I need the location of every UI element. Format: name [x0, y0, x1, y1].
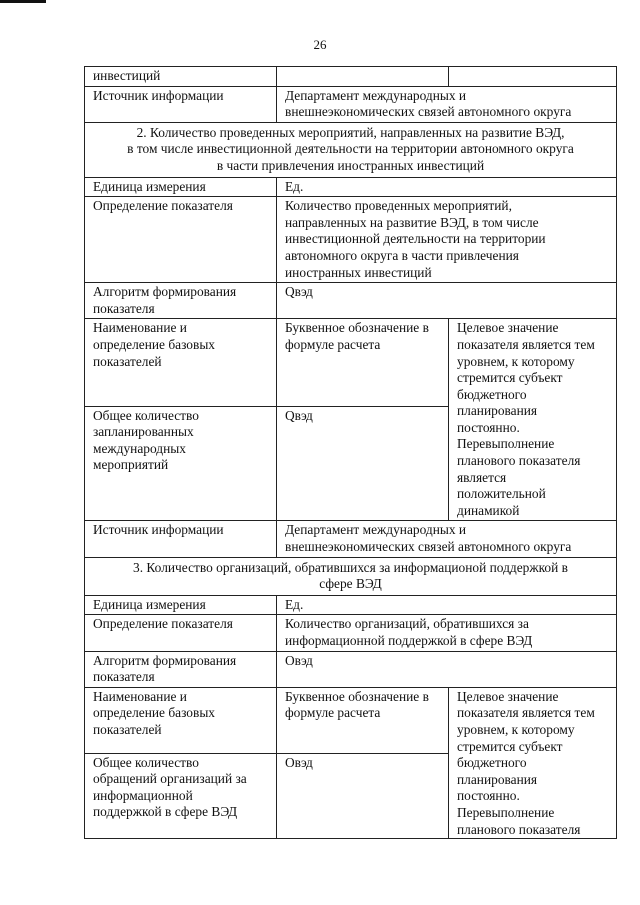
indicator-table	[84, 66, 617, 839]
label-cell: Наименование и определение базовых показателей	[85, 687, 277, 753]
table-row	[85, 86, 617, 122]
table-row	[85, 651, 617, 687]
label-cell: Наименование и определение базовых показателей	[85, 319, 277, 406]
value-cell: Овэд	[277, 651, 617, 687]
target-value-cell: Целевое значение показателя является тем уровнем, к которому стремится субъект бюджетного планирования постоянно. Перевыполнение планового показателя	[449, 687, 617, 838]
label-cell: инвестиций	[85, 67, 277, 87]
scan-corner-mark	[0, 0, 46, 3]
value-cell: Количество организаций, обратившихся за информационной поддержкой в сфере ВЭД	[277, 615, 617, 651]
section-title: 2. Количество проведенных мероприятий, направленных на развитие ВЭД, в том числе инвестиционной деятельности на территории автономного округа в части привлечения иностранных инвестиций	[85, 122, 617, 177]
label-cell: Общее количество запланированных международных мероприятий	[85, 406, 277, 521]
value-cell: Буквенное обозначение в формуле расчета	[277, 687, 449, 753]
label-cell: Единица измерения	[85, 177, 277, 197]
section-title-row	[85, 122, 617, 177]
value-cell: Ед.	[277, 177, 617, 197]
table-row	[85, 67, 617, 87]
label-cell: Единица измерения	[85, 595, 277, 615]
label-cell: Общее количество обращений организаций за информационной поддержкой в сфере ВЭД	[85, 753, 277, 838]
table-row	[85, 595, 617, 615]
value-cell	[277, 67, 449, 87]
value-cell: Буквенное обозначение в формуле расчета	[277, 319, 449, 406]
table-row	[85, 615, 617, 651]
section-title-row	[85, 557, 617, 595]
value-cell: Ед.	[277, 595, 617, 615]
value-cell: Департамент международных и внешнеэкономических связей автономного округа	[277, 521, 617, 557]
table-row	[85, 687, 617, 753]
table-row	[85, 177, 617, 197]
value-cell: Департамент международных и внешнеэкономических связей автономного округа	[277, 86, 617, 122]
label-cell: Источник информации	[85, 86, 277, 122]
table-row	[85, 283, 617, 319]
table-row	[85, 521, 617, 557]
value-cell: Qвэд	[277, 283, 617, 319]
target-value-cell: Целевое значение показателя является тем уровнем, к которому стремится субъект бюджетного планирования постоянно. Перевыполнение планового показателя является положительной динамикой	[449, 319, 617, 521]
value-cell: Овэд	[277, 753, 449, 838]
label-cell: Определение показателя	[85, 197, 277, 283]
table-row	[85, 319, 617, 406]
label-cell: Источник информации	[85, 521, 277, 557]
label-cell: Алгоритм формирования показателя	[85, 651, 277, 687]
label-cell: Определение показателя	[85, 615, 277, 651]
value-cell: Количество проведенных мероприятий, направленных на развитие ВЭД, в том числе инвестиционной деятельности на территории автономного округа в части привлечения иностранных инвестиций	[277, 197, 617, 283]
page-number: 26	[313, 37, 327, 52]
value-cell: Qвэд	[277, 406, 449, 521]
table-row	[85, 197, 617, 283]
section-title: 3. Количество организаций, обратившихся за информационой поддержкой в сфере ВЭД	[85, 557, 617, 595]
label-cell: Алгоритм формирования показателя	[85, 283, 277, 319]
value-cell	[449, 67, 617, 87]
